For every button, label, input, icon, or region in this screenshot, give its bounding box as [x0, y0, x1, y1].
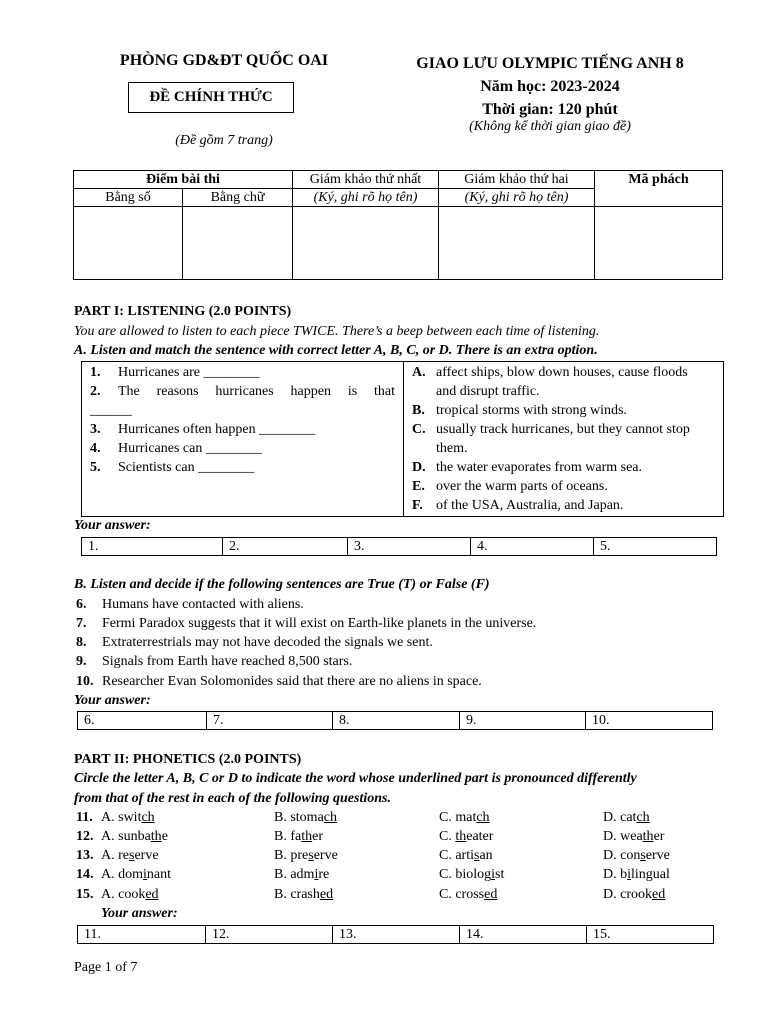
answer-row-a: [81, 537, 717, 556]
option-b[interactable]: B. father: [274, 829, 324, 844]
answer-cell[interactable]: 8.: [333, 712, 460, 730]
match-item-1: 1. Hurricanes are ________: [90, 365, 260, 380]
answer-label-phonetics: Your answer:: [101, 906, 178, 921]
answer-label-b: Your answer:: [74, 693, 151, 708]
time-note: (Không kể thời gian giao đề): [469, 119, 631, 134]
phonetics-question-13: 13. A. reserve B. preserve C. artisan D. conserve: [76, 848, 670, 863]
option-a[interactable]: A. switch: [101, 810, 155, 825]
part1-instruction: You are allowed to listen to each piece TWICE. There’s a beep between each time of listening.: [74, 324, 600, 339]
option-b[interactable]: B. crashed: [274, 887, 334, 902]
section-b-heading: B. Listen and decide if the following sentences are True (T) or False (F): [74, 577, 490, 592]
answer-cell[interactable]: 14.: [460, 926, 587, 944]
examiner2-label: Giám khảo thứ hai: [439, 171, 595, 189]
tf-item-6: 6. Humans have contacted with aliens.: [76, 597, 304, 612]
option-c[interactable]: C. match: [439, 810, 490, 825]
option-b[interactable]: B. admire: [274, 867, 330, 882]
examiner1-sign-cell[interactable]: [293, 207, 439, 280]
option-a[interactable]: A. sunbathe: [101, 829, 168, 844]
part2-instruction-1: Circle the letter A, B, C or D to indicate the word whose underlined part is pronounced differently: [74, 771, 637, 786]
part2-instruction-2: from that of the rest in each of the following questions.: [74, 791, 391, 806]
answer-cell[interactable]: 5.: [594, 538, 717, 556]
match-item-2-cont: ______: [90, 403, 132, 418]
exam-duration: Thời gian: 120 phút: [482, 101, 618, 118]
match-item-5: 5. Scientists can ________: [90, 460, 255, 475]
option-b: B. tropical storms with strong winds.: [412, 403, 627, 418]
match-left-column: [82, 362, 404, 517]
answer-cell[interactable]: 6.: [78, 712, 207, 730]
examiner1-sign-note: (Ký, ghi rõ họ tên): [293, 189, 439, 207]
official-exam-badge: ĐỀ CHÍNH THỨC: [128, 82, 294, 113]
score-words-cell[interactable]: [183, 207, 293, 280]
option-b[interactable]: B. preserve: [274, 848, 338, 863]
match-right-column: [404, 362, 724, 517]
answer-cell[interactable]: 2.: [223, 538, 348, 556]
option-d[interactable]: D. conserve: [603, 848, 670, 863]
option-d[interactable]: D. bilingual: [603, 867, 670, 882]
answer-cell[interactable]: 9.: [460, 712, 586, 730]
option-c: C. usually track hurricanes, but they cannot stop: [412, 422, 690, 437]
answer-cell[interactable]: 7.: [207, 712, 333, 730]
tf-item-10: 10. Researcher Evan Solomonides said that there are no aliens in space.: [76, 674, 482, 689]
option-e: E. over the warm parts of oceans.: [412, 479, 608, 494]
in-words-label: Bằng chữ: [183, 189, 293, 207]
match-item-4: 4. Hurricanes can ________: [90, 441, 262, 456]
examiner1-label: Giám khảo thứ nhất: [293, 171, 439, 189]
option-d[interactable]: D. catch: [603, 810, 650, 825]
option-a[interactable]: A. dominant: [101, 867, 172, 882]
option-d[interactable]: D. weather: [603, 829, 665, 844]
school-year: Năm học: 2023-2024: [480, 78, 620, 95]
answer-cell[interactable]: 3.: [348, 538, 471, 556]
match-item-2: 2. The reasons hurricanes happen is that: [90, 384, 395, 399]
answer-cell[interactable]: 13.: [333, 926, 460, 944]
tf-item-8: 8. Extraterrestrials may not have decoded the signals we sent.: [76, 635, 433, 650]
option-d[interactable]: D. crooked: [603, 887, 666, 902]
option-a-cont: and disrupt traffic.: [436, 384, 540, 399]
section-a-heading: A. Listen and match the sentence with correct letter A, B, C, or D. There is an extra option.: [74, 343, 598, 358]
examiner2-sign-cell[interactable]: [439, 207, 595, 280]
option-a[interactable]: A. reserve: [101, 848, 159, 863]
pages-note: (Đề gồm 7 trang): [175, 133, 273, 148]
match-item-3: 3. Hurricanes often happen ________: [90, 422, 316, 437]
part2-title: PART II: PHONETICS (2.0 POINTS): [74, 752, 302, 767]
phonetics-question-14: 14. A. dominant B. admire C. biologist D. bilingual: [76, 867, 670, 882]
answer-row-b: [77, 711, 713, 730]
match-table: [81, 361, 724, 517]
option-d: D. the water evaporates from warm sea.: [412, 460, 643, 475]
option-f: F. of the USA, Australia, and Japan.: [412, 498, 624, 513]
answer-cell[interactable]: 11.: [78, 926, 206, 944]
answer-cell[interactable]: 15.: [587, 926, 714, 944]
answer-cell[interactable]: 12.: [206, 926, 333, 944]
option-a[interactable]: A. cooked: [101, 887, 159, 902]
answer-cell[interactable]: 1.: [82, 538, 223, 556]
option-c-cont: them.: [436, 441, 468, 456]
option-a: A. affect ships, blow down houses, cause floods: [412, 365, 688, 380]
score-numbers-cell[interactable]: [74, 207, 183, 280]
option-c[interactable]: C. theater: [439, 829, 494, 844]
option-c[interactable]: C. crossed: [439, 887, 498, 902]
option-b[interactable]: B. stomach: [274, 810, 338, 825]
code-cell[interactable]: [595, 207, 723, 280]
page-number: Page 1 of 7: [74, 960, 138, 975]
in-numbers-label: Bằng số: [74, 189, 183, 207]
answer-cell[interactable]: 4.: [471, 538, 594, 556]
phonetics-question-12: 12. A. sunbathe B. father C. theater D. weather: [76, 829, 665, 844]
answer-label-a: Your answer:: [74, 518, 151, 533]
answer-row-phonetics: [77, 925, 714, 944]
examiner2-sign-note: (Ký, ghi rõ họ tên): [439, 189, 595, 207]
tf-item-7: 7. Fermi Paradox suggests that it will exist on Earth-like planets in the universe.: [76, 616, 537, 631]
option-c[interactable]: C. artisan: [439, 848, 493, 863]
part1-title: PART I: LISTENING (2.0 POINTS): [74, 304, 292, 319]
option-c[interactable]: C. biologist: [439, 867, 505, 882]
exam-header: [385, 52, 715, 121]
score-table: [73, 170, 723, 280]
phonetics-question-15: 15. A. cooked B. crashed C. crossed D. crooked: [76, 887, 666, 902]
tf-item-9: 9. Signals from Earth have reached 8,500 stars.: [76, 654, 353, 669]
answer-cell[interactable]: 10.: [586, 712, 713, 730]
exam-title: GIAO LƯU OLYMPIC TIẾNG ANH 8: [416, 55, 684, 72]
code-label: Mã phách: [595, 171, 723, 207]
department-title: PHÒNG GD&ĐT QUỐC OAI: [119, 52, 329, 69]
score-label: Điểm bài thi: [74, 171, 293, 189]
phonetics-question-11: 11. A. switch B. stomach C. match D. catch: [76, 810, 650, 825]
